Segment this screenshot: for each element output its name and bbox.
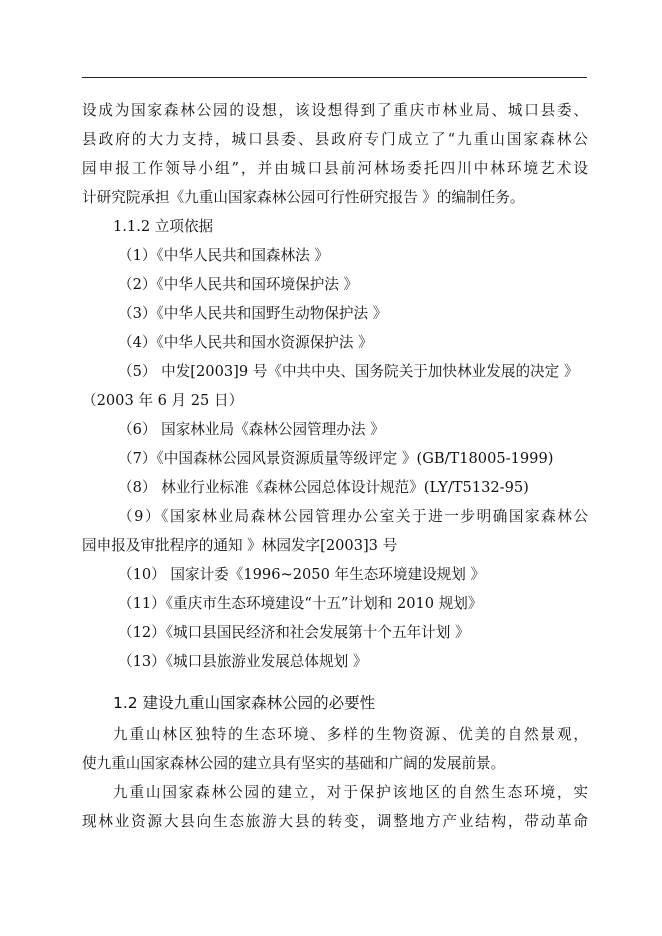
basis-item: （7）《中国森林公园风景资源质量等级评定 》(GB/T18005-1999)	[118, 450, 554, 467]
paragraph-line: 使九重山国家森林公园的建立具有坚实的基础和广阔的发展前景。	[82, 755, 506, 772]
paragraph-line: 九重山国家森林公园的建立，对于保护该地区的自然生态环境，实	[113, 784, 588, 801]
document-body	[82, 96, 588, 836]
basis-item-continuation: （2003 年 6 月 25 日）	[82, 392, 244, 409]
paragraph-line: 设成为国家森林公园的设想，该设想得到了重庆市林业局、城口县委、	[82, 102, 588, 119]
basis-item: （6） 国家林业局《森林公园管理办法 》	[118, 421, 385, 438]
basis-item: （4）《中华人民共和国水资源保护法 》	[118, 334, 373, 351]
header-rule	[82, 77, 587, 78]
basis-item: （1）《中华人民共和国森林法 》	[118, 247, 329, 264]
paragraph-line: 园申报工作领导小组”，并由城口县前河林场委托四川中林环境艺术设	[82, 160, 588, 177]
basis-list	[82, 241, 588, 676]
intro-paragraph	[82, 96, 588, 212]
paragraph-line: 现林业资源大县向生态旅游大县的转变，调整地方产业结构，带动革命	[82, 813, 588, 830]
basis-item: （10） 国家计委《1996~2050 年生态环境建设规划 》	[118, 566, 486, 583]
paragraph-line: 计研究院承担《九重山国家森林公园可行性研究报告 》的编制任务。	[82, 189, 525, 206]
basis-item: （13）《城口县旅游业发展总体规划 》	[118, 653, 368, 670]
paragraph-line: 县政府的大力支持，城口县委、县政府专门成立了“九重山国家森林公	[82, 131, 588, 148]
subsection-heading-1-1-2: 1.1.2 立项依据	[113, 218, 214, 235]
basis-item-continuation: 园申报及审批程序的通知 》林园发字[2003]3 号	[82, 537, 398, 554]
basis-item: （12）《城口县国民经济和社会发展第十个五年计划 》	[118, 624, 470, 641]
section-heading-1-2: 1.2 建设九重山国家森林公园的必要性	[113, 694, 376, 712]
basis-item: （5） 中发[2003]9 号《中共中央、国务院关于加快林业发展的决定 》	[118, 363, 579, 380]
necessity-paragraph	[82, 720, 588, 836]
basis-item: （9）《国家林业局森林公园管理办公室关于进一步明确国家森林公	[118, 508, 588, 525]
basis-item: （8） 林业行业标准《森林公园总体设计规范》(LY/T5132-95)	[118, 479, 529, 496]
basis-item: （11）《重庆市生态环境建设“十五”计划和 2010 规划》	[118, 595, 483, 612]
basis-item: （3）《中华人民共和国野生动物保护法 》	[118, 305, 388, 322]
basis-item: （2）《中华人民共和国环境保护法 》	[118, 276, 359, 293]
paragraph-line: 九重山林区独特的生态环境、多样的生物资源、优美的自然景观，	[113, 726, 588, 743]
